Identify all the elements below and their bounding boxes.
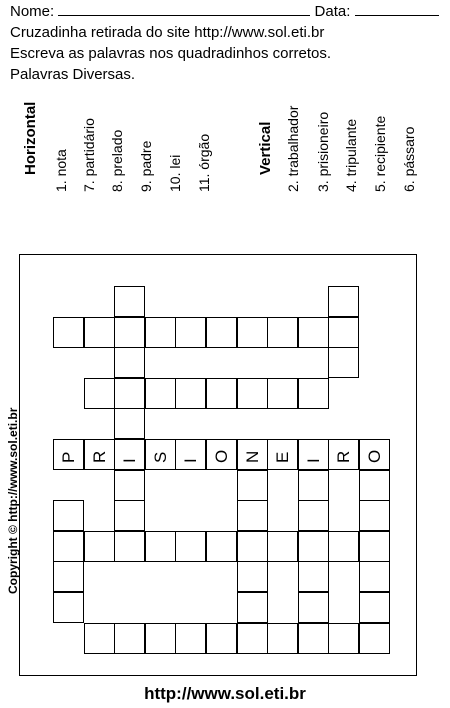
crossword-cell[interactable] — [114, 408, 145, 439]
crossword-cell[interactable] — [114, 286, 145, 317]
instructions-line: Escreva as palavras nos quadradinhos corretos. — [10, 45, 332, 62]
crossword-cell[interactable] — [114, 531, 145, 562]
crossword-cell[interactable] — [267, 623, 298, 654]
footer-url: http://www.sol.eti.br — [144, 684, 306, 703]
crossword-cell[interactable] — [175, 531, 206, 562]
crossword-cell[interactable] — [298, 439, 329, 470]
crossword-cell[interactable] — [359, 531, 390, 562]
crossword-cell[interactable] — [298, 470, 329, 501]
given-letter: O — [212, 449, 231, 463]
date-label: Data: — [314, 3, 351, 20]
crossword-cell[interactable] — [114, 347, 145, 378]
crossword-cell[interactable] — [298, 500, 329, 531]
horizontal-clue: 8. prelado — [109, 129, 125, 192]
crossword-cell[interactable] — [84, 531, 115, 562]
name-label: Nome: — [10, 3, 55, 20]
crossword-cell[interactable] — [84, 317, 115, 348]
theme-line: Palavras Diversas. — [10, 66, 136, 83]
vertical-title: Vertical — [257, 121, 274, 175]
crossword-cell[interactable] — [114, 500, 145, 531]
vertical-clue: 2. trabalhador — [285, 105, 301, 192]
crossword-cell[interactable] — [237, 317, 268, 348]
crossword-cell[interactable] — [298, 317, 329, 348]
given-letter: P — [59, 451, 78, 463]
given-letter: R — [334, 450, 354, 463]
crossword-cell[interactable] — [359, 561, 390, 592]
crossword-cell[interactable] — [145, 378, 176, 409]
crossword-cell[interactable] — [237, 531, 268, 562]
crossword-cell[interactable] — [114, 470, 145, 501]
crossword-cell[interactable] — [175, 317, 206, 348]
crossword-cell[interactable] — [328, 531, 359, 562]
given-letter: S — [150, 451, 170, 463]
given-letter: I — [181, 458, 201, 463]
crossword-cell[interactable] — [237, 592, 268, 623]
crossword-cell[interactable] — [267, 317, 298, 348]
crossword-cell[interactable] — [237, 500, 268, 531]
vertical-clue: 3. prisioneiro — [315, 111, 331, 192]
crossword-cell[interactable] — [84, 623, 115, 654]
crossword-cell[interactable] — [206, 531, 237, 562]
horizontal-clue: 7. partidário — [81, 118, 97, 192]
crossword-cell[interactable] — [53, 561, 84, 592]
horizontal-clue: 10. lei — [167, 154, 183, 192]
crossword-cell[interactable] — [206, 317, 237, 348]
horizontal-clue: 1. nota — [53, 149, 69, 192]
crossword-cell[interactable] — [298, 531, 329, 562]
crossword-cell[interactable] — [298, 378, 329, 409]
crossword-cell[interactable] — [114, 439, 145, 470]
crossword-cell[interactable] — [328, 317, 359, 348]
crossword-cell[interactable] — [175, 378, 206, 409]
crossword-cell[interactable] — [114, 378, 145, 409]
crossword-cell[interactable] — [267, 378, 298, 409]
crossword-cell[interactable] — [53, 317, 84, 348]
crossword-cell[interactable] — [114, 623, 145, 654]
crossword-cell[interactable] — [206, 623, 237, 654]
crossword-cell[interactable] — [114, 317, 145, 348]
crossword-cell[interactable] — [298, 561, 329, 592]
crossword-cell[interactable] — [359, 500, 390, 531]
crossword-cell[interactable] — [145, 531, 176, 562]
crossword-cell[interactable] — [328, 347, 359, 378]
crossword-cell[interactable] — [298, 592, 329, 623]
crossword-cell[interactable] — [175, 623, 206, 654]
crossword-cell[interactable] — [328, 286, 359, 317]
crossword-cell[interactable] — [175, 439, 206, 470]
crossword-cell[interactable] — [298, 623, 329, 654]
horizontal-title: Horizontal — [22, 101, 39, 175]
given-letter: O — [365, 449, 384, 463]
source-line: Cruzadinha retirada do site http://www.sol.eti.br — [10, 24, 325, 41]
given-letter: E — [273, 451, 293, 463]
crossword-cell[interactable] — [53, 592, 84, 623]
copyright-text: Copyright © http://www.sol.eti.br — [6, 407, 20, 594]
given-letter: I — [120, 458, 140, 463]
crossword-cell[interactable] — [84, 378, 115, 409]
name-field[interactable] — [58, 2, 310, 16]
crossword-cell[interactable] — [359, 623, 390, 654]
crossword-cell[interactable] — [53, 500, 84, 531]
crossword-cell[interactable] — [145, 623, 176, 654]
crossword-cell[interactable] — [237, 623, 268, 654]
vertical-clue: 5. recipiente — [372, 115, 388, 192]
vertical-clue: 4. tripulante — [343, 118, 359, 192]
crossword-cell[interactable] — [145, 317, 176, 348]
given-letter: R — [89, 450, 109, 463]
vertical-clue: 6. pássaro — [401, 126, 417, 192]
crossword-cell[interactable] — [237, 378, 268, 409]
crossword-cell[interactable] — [206, 378, 237, 409]
crossword-cell[interactable] — [237, 470, 268, 501]
horizontal-clue: 11. órgão — [196, 133, 212, 192]
crossword-cell[interactable] — [359, 592, 390, 623]
name-date-line — [10, 2, 439, 21]
given-letter: I — [303, 458, 323, 463]
crossword-cell[interactable] — [328, 623, 359, 654]
crossword-cell[interactable] — [237, 561, 268, 592]
given-letter: N — [242, 450, 262, 463]
horizontal-clue: 9. padre — [138, 140, 154, 192]
date-field[interactable] — [355, 2, 439, 16]
crossword-board — [19, 254, 417, 676]
crossword-cell[interactable] — [53, 531, 84, 562]
crossword-cell[interactable] — [359, 470, 390, 501]
crossword-cell[interactable] — [267, 531, 298, 562]
